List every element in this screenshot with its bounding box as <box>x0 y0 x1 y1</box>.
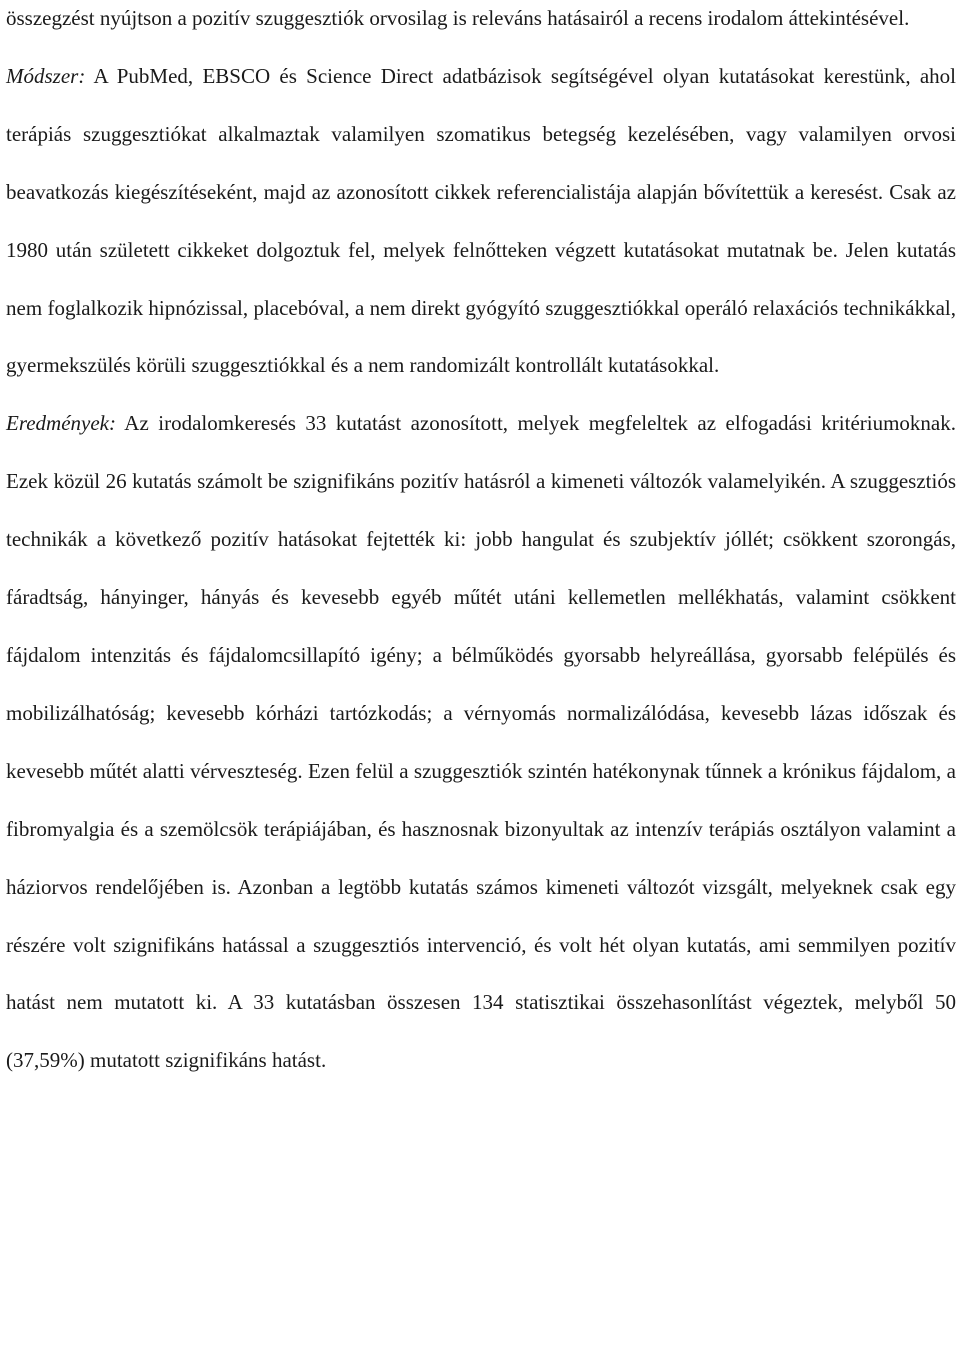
methods-label: Módszer: <box>6 63 86 88</box>
intro-paragraph: összegzést nyújtson a pozitív szuggesztiók orvosilag is releváns hatásairól a recens irodalom áttekintésével. <box>6 6 910 30</box>
document-page <box>6 0 956 1090</box>
results-paragraph <box>6 395 956 1090</box>
results-label: Eredmények: <box>6 411 116 436</box>
methods-text: A PubMed, EBSCO és Science Direct adatbázisok segítségével olyan kutatásokat kerestünk, ahol terápiás szuggesztiókat alkalmaztak valamilyen szomatikus betegség kezelésében, vagy valamilyen orvosi beavatkozás kiegészítéseként, majd az azonosított cikkek referencialistája alapján bővítettük a keresést. Csak az 1980 után született cikkeket dolgoztuk fel, melyek felnőtteken végzett kutatásokat mutatnak be. Jelen kutatás nem foglalkozik hipnózissal, placebóval, a nem direkt gyógyító szuggesztiókkal operáló relaxációs technikákkal, gyermekszülés körüli szuggesztiókkal és a nem randomizált kontrollált kutatásokkal. <box>6 63 956 378</box>
methods-paragraph <box>6 48 956 395</box>
results-text: Az irodalomkeresés 33 kutatást azonosított, melyek megfeleltek az elfogadási kritériumoknak. Ezek közül 26 kutatás számolt be szignifikáns pozitív hatásról a kimeneti változók valamelyikén. A szuggesztiós technikák a következő pozitív hatásokat fejtették ki: jobb hangulat és szubjektív jóllét; csökkent szorongás, fáradtság, hányinger, hányás és kevesebb egyéb műtét utáni kellemetlen mellékhatás, valamint csökkent fájdalom intenzitás és fájdalomcsillapító igény; a bélműködés gyorsabb helyreállása, gyorsabb felépülés és mobilizálhatóság; kevesebb kórházi tartózkodás; a vérnyomás normalizálódása, kevesebb lázas időszak és kevesebb műtét alatti vérveszteség. Ezen felül a szuggesztiók szintén hatékonynak tűnnek a krónikus fájdalom, a fibromyalgia és a szemölcsök terápiájában, és hasznosnak bizonyultak az intenzív terápiás osztályon valamint a háziorvos rendelőjében is. Azonban a legtöbb kutatás számos kimeneti változót vizsgált, melyeknek csak egy részére volt szignifikáns hatással a szuggesztiós intervenció, és volt hét olyan kutatás, ami semmilyen pozitív hatást nem mutatott ki. A 33 kutatásban összesen 134 statisztikai összehasonlítást végeztek, melyből 50 (37,59%) mutatott szignifikáns hatást. <box>6 411 956 1073</box>
